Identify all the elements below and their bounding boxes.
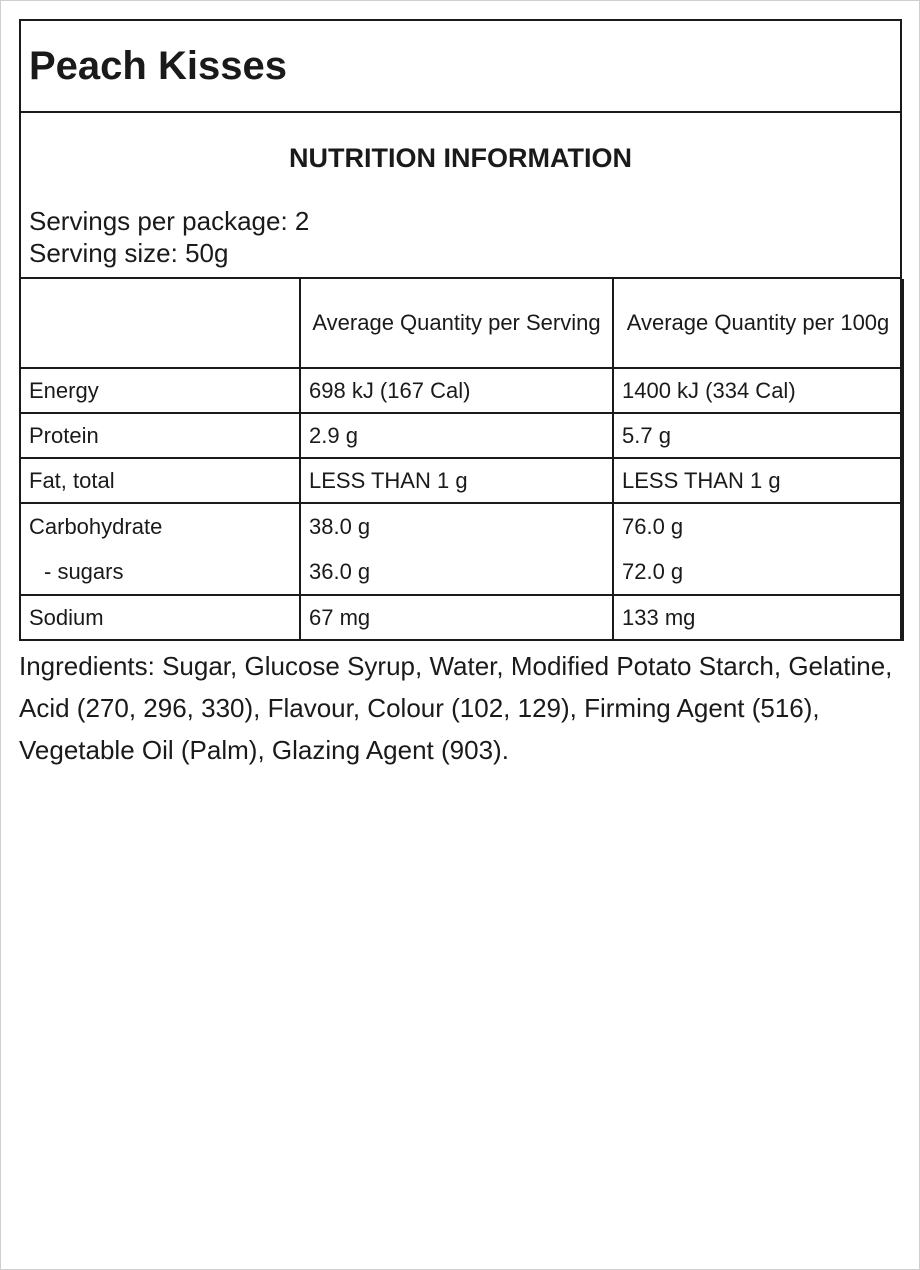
per-100g-value: LESS THAN 1 g xyxy=(613,458,903,503)
nutrient-name: Fat, total xyxy=(20,458,300,503)
nutrient-name: Sodium xyxy=(20,595,300,640)
header-nutrient xyxy=(20,279,300,368)
ingredients-text: Ingredients: Sugar, Glucose Syrup, Water, Modified Potato Starch, Gelatine, Acid (270, 296, 330), Flavour, Colour (102, 129), Firming Agent (516), Vegetable Oil (Palm), Glazing Agent (903). xyxy=(19,651,893,765)
per-serving-value: 2.9 g xyxy=(300,413,613,458)
table-row-sodium xyxy=(20,595,903,640)
nutrition-heading: NUTRITION INFORMATION xyxy=(289,143,632,173)
table-row-fat xyxy=(20,458,903,503)
per-serving-value: 698 kJ (167 Cal) xyxy=(300,368,613,413)
serving-size: Serving size: 50g xyxy=(29,238,229,268)
header-per-100g: Average Quantity per 100g xyxy=(613,279,903,368)
per-100g-value: 133 mg xyxy=(613,595,903,640)
per-serving-value: LESS THAN 1 g xyxy=(300,458,613,503)
per-serving-value: 38.0 g xyxy=(309,514,371,539)
sub-nutrient-name: - sugars xyxy=(44,559,124,584)
per-100g-value: 5.7 g xyxy=(613,413,903,458)
nutrient-name-cell xyxy=(20,503,300,595)
sugars-per-serving-value: 36.0 g xyxy=(309,559,371,584)
nutrition-table xyxy=(19,279,904,641)
product-title: Peach Kisses xyxy=(21,21,900,113)
servings-info xyxy=(29,205,309,269)
nutrient-name: Energy xyxy=(20,368,300,413)
per-serving-value: 67 mg xyxy=(300,595,613,640)
table-row-carbohydrate xyxy=(20,503,903,595)
per-100g-cell xyxy=(613,503,903,595)
per-100g-value: 1400 kJ (334 Cal) xyxy=(613,368,903,413)
header-per-serving: Average Quantity per Serving xyxy=(300,279,613,368)
servings-per-package: Servings per package: 2 xyxy=(29,206,310,236)
table-row-protein xyxy=(20,413,903,458)
per-serving-cell xyxy=(300,503,613,595)
nutrient-name: Carbohydrate xyxy=(29,514,163,539)
sugars-per-100g-value: 72.0 g xyxy=(622,559,684,584)
table-row-energy xyxy=(20,368,903,413)
nutrition-header xyxy=(21,113,900,279)
nutrition-label xyxy=(19,19,902,641)
nutrient-name: Protein xyxy=(20,413,300,458)
table-header-row xyxy=(20,279,903,368)
per-100g-value: 76.0 g xyxy=(622,514,684,539)
